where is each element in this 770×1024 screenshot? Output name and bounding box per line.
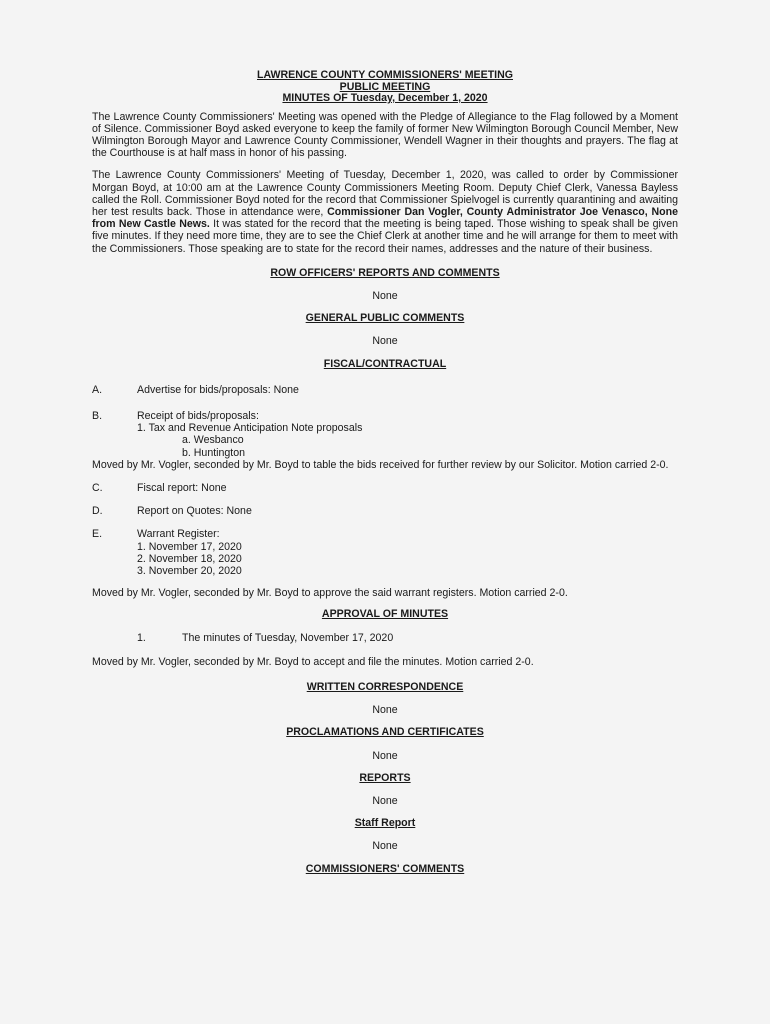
approval-item [92,632,678,644]
written-text: None [372,704,398,717]
commissioners-heading: COMMISSIONERS' COMMENTS [305,862,465,875]
warrant-item: 2. November 18, 2020 [137,552,242,565]
row-officers-heading: ROW OFFICERS' REPORTS AND COMMENTS [270,266,500,279]
item-letter: E. [92,528,103,541]
roll-call-text-a: The Lawrence County Commissioners' Meeting of Tuesday, December 1, 2020, was called to order by Commissioner Morgan Boyd, at 10:00 am at the Lawrence County Commissioners Meeting Room. Deputy Chief Clerk, Vanessa Bayless called the Roll. Commissioner Boyd noted for the record that Commissioner Spielvogel is currently quarantining and awaiting her test results back. Those in attendance were, [92,169,678,218]
proclamations-text: None [372,749,398,762]
row-officers-text: None [372,289,398,302]
staff-report-heading: Staff Report [354,817,416,830]
item-letter: D. [92,505,103,518]
fiscal-b-motion: Moved by Mr. Vogler, seconded by Mr. Boyd to table the bids received for further review by our Solicitor. Motion carried 2-0. [92,458,669,471]
fiscal-item-a [92,384,678,396]
warrant-item: 3. November 20, 2020 [137,564,242,577]
fiscal-item-e [92,528,678,540]
title-line-3: MINUTES OF Tuesday, December 1, 2020 [282,92,488,104]
general-public-text: None [372,335,398,348]
reports-heading: REPORTS [359,771,411,784]
opening-paragraph: The Lawrence County Commissioners' Meeting was opened with the Pledge of Allegiance to the Flag followed by a Moment of Silence. Commissioner Boyd asked everyone to keep the family of former New Wilmington Borough Council Member, New Wilmington Borough Mayor and Lawrence County Commissioner, Wendell Wagner in their thoughts and prayers. The flag at the Courthouse is at half mass in honor of his passing. [92,110,678,160]
item-text: Receipt of bids/proposals: [137,409,259,422]
attendance-bold: Commissioner Dan Vogler, County Administrator Joe Venasco, None from New Castle News. [92,205,678,231]
fiscal-b-sub-b: b. Huntington [182,446,246,459]
fiscal-item-b [92,410,678,422]
fiscal-e-motion: Moved by Mr. Vogler, seconded by Mr. Boyd to approve the said warrant registers. Motion carried 2-0. [92,587,568,600]
document-title [92,70,678,105]
fiscal-item-c [92,482,678,494]
approval-motion: Moved by Mr. Vogler, seconded by Mr. Boyd to accept and file the minutes. Motion carried 2-0. [92,655,534,668]
roll-call-text-b: It was stated for the record that the meeting is being taped. Those wishing to speak shall be given five minutes. If they need more time, they are to see the Chief Clerk at another time and he will arrange for them to meet with the Commissioners. Those speaking are to state for the record their names, addresses and the nature of their business. [92,218,678,255]
reports-text: None [372,795,398,808]
warrant-item: 1. November 17, 2020 [137,540,242,553]
item-text: Warrant Register: [137,528,220,541]
staff-report-text: None [372,840,398,853]
fiscal-heading: FISCAL/CONTRACTUAL [323,357,447,370]
fiscal-b-sub-a: a. Wesbanco [182,434,244,447]
fiscal-item-d [92,505,678,517]
minutes-content [92,70,678,875]
roll-call-paragraph [92,169,678,254]
item-text: The minutes of Tuesday, November 17, 2020 [182,631,394,644]
item-text: Advertise for bids/proposals: None [137,383,299,396]
general-public-heading: GENERAL PUBLIC COMMENTS [305,312,465,325]
item-letter: A. [92,383,103,396]
written-heading: WRITTEN CORRESPONDENCE [306,681,464,693]
proclamations-heading: PROCLAMATIONS AND CERTIFICATES [286,726,484,739]
item-letter: B. [92,409,103,422]
approval-heading: APPROVAL OF MINUTES [321,608,449,621]
title-line-2: PUBLIC MEETING [339,80,431,93]
fiscal-b-sub-1: 1. Tax and Revenue Anticipation Note proposals [137,422,363,435]
item-text: Fiscal report: None [137,481,227,494]
title-line-1: LAWRENCE COUNTY COMMISSIONERS' MEETING [257,69,513,81]
item-number: 1. [137,631,146,644]
item-letter: C. [92,481,103,494]
item-text: Report on Quotes: None [137,505,252,518]
